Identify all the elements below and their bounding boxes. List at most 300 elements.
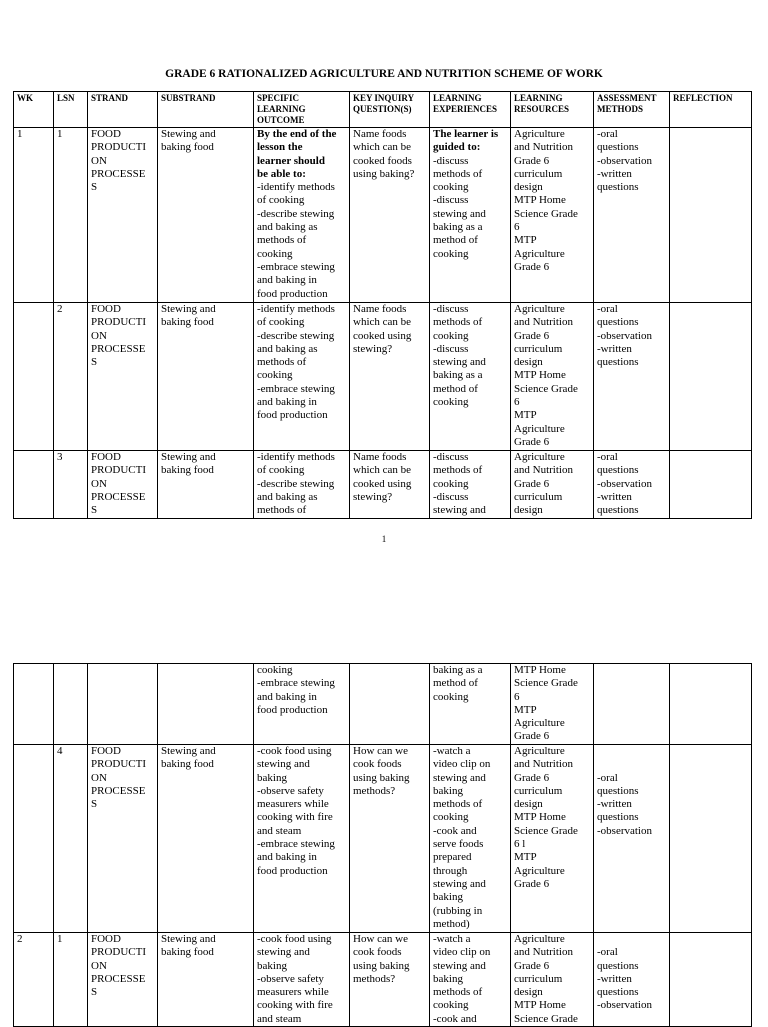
cell-wk: 1 <box>14 128 54 303</box>
cell-strand <box>88 664 158 745</box>
header-reflection: REFLECTION <box>670 92 752 128</box>
text-line: and Nutrition <box>514 758 573 771</box>
text-line: ON <box>91 477 107 490</box>
text-line: Name foods <box>353 451 407 463</box>
text-line: and Nutrition <box>514 946 573 959</box>
text-line: baking food <box>161 758 214 771</box>
text-line: MTP <box>514 851 537 864</box>
text-line: SPECIFIC <box>257 93 300 103</box>
cell-learning-outcome <box>254 933 350 1027</box>
text-line: -observation <box>597 824 652 837</box>
cell-learning-experiences <box>430 128 511 303</box>
text-line: S <box>91 504 98 517</box>
text-line: and baking as <box>257 342 318 355</box>
cell-substrand <box>158 451 254 519</box>
cell-assessment-methods <box>594 303 670 451</box>
header-strand: STRAND <box>88 92 158 128</box>
text-line: -cook and <box>433 824 477 837</box>
text-line: -oral <box>597 946 618 959</box>
text-line: methods of <box>257 504 307 517</box>
text-line: curriculum <box>514 972 563 985</box>
text-line: stewing and <box>433 207 486 220</box>
header-key-inquiry <box>350 92 430 128</box>
table-row <box>14 451 752 519</box>
text-line: questions <box>597 141 639 154</box>
cell-wk <box>14 451 54 519</box>
text-line: food production <box>257 409 328 422</box>
text-line: -watch a <box>433 745 471 757</box>
text-line: Grade 6 <box>514 477 550 490</box>
text-line: methods of <box>257 356 307 369</box>
text-line: -oral <box>597 451 618 463</box>
text-line: Science Grade <box>514 382 578 395</box>
text-line: ON <box>91 329 107 342</box>
cell-learning-outcome <box>254 664 350 745</box>
text-line: baking as a <box>433 664 483 676</box>
text-line: stewing and <box>433 877 486 890</box>
text-line: ON <box>91 771 107 784</box>
text-line: of cooking <box>257 464 305 477</box>
text-line: -observe safety <box>257 972 324 985</box>
cell-lsn: 4 <box>54 745 88 933</box>
text-line: cooking <box>257 247 293 260</box>
text-line: cooking <box>257 664 293 676</box>
outcome-text <box>257 451 346 517</box>
text-line: KEY INQUIRY <box>353 93 415 103</box>
text-line: cooking <box>433 477 469 490</box>
cell-reflection <box>670 933 752 1027</box>
text-line: food production <box>257 703 328 716</box>
text-line: -observation <box>597 329 652 342</box>
text-line: questions <box>597 959 639 972</box>
text-line: Agriculture <box>514 247 565 260</box>
text-line: MTP Home <box>514 369 566 382</box>
table-row <box>14 303 752 451</box>
cell-lsn: 2 <box>54 303 88 451</box>
text-line: questions <box>597 504 639 517</box>
scheme-of-work-table-page-2 <box>13 663 752 1027</box>
text-line: MTP Home <box>514 664 566 676</box>
text-line: -written <box>597 972 632 985</box>
text-line: PROCESSE <box>91 167 146 180</box>
cell-learning-resources <box>511 451 594 519</box>
text-line: curriculum <box>514 167 563 180</box>
text-line: serve foods <box>433 838 484 851</box>
text-line: -identify methods <box>257 451 335 463</box>
text-line: cooking <box>257 369 293 382</box>
text-line: ON <box>91 154 107 167</box>
text-line: guided to: <box>433 141 481 154</box>
text-line: stewing and <box>433 959 486 972</box>
text-line: cooking <box>433 999 469 1012</box>
document-title: GRADE 6 RATIONALIZED AGRICULTURE AND NUTRITION SCHEME OF WORK <box>165 68 603 80</box>
cell-reflection <box>670 303 752 451</box>
text-line: cook foods <box>353 946 402 959</box>
text-line: -discuss <box>433 154 469 167</box>
text-line: FOOD <box>91 303 121 315</box>
scheme-of-work-table-page-1 <box>13 91 752 519</box>
cell-strand <box>88 128 158 303</box>
table-row <box>14 664 752 745</box>
header-learning-experiences <box>430 92 511 128</box>
text-line: using baking? <box>353 167 415 180</box>
text-line: lesson the <box>257 141 303 154</box>
cell-substrand <box>158 745 254 933</box>
text-line: design <box>514 986 543 999</box>
text-line: MTP Home <box>514 811 566 824</box>
text-line: method) <box>433 917 470 930</box>
text-line: questions <box>597 316 639 329</box>
text-line: FOOD <box>91 745 121 757</box>
cell-wk <box>14 303 54 451</box>
text-line: curriculum <box>514 490 563 503</box>
text-line: -written <box>597 490 632 503</box>
outcome-list <box>257 181 346 301</box>
text-line: Science Grade <box>514 824 578 837</box>
text-line: Grade 6 <box>514 260 550 273</box>
text-line: Stewing and <box>161 745 216 757</box>
text-line: PRODUCTI <box>91 758 147 771</box>
text-line: cooking with fire <box>257 999 333 1012</box>
text-line: Agriculture <box>514 422 565 435</box>
text-line: -embrace stewing <box>257 260 335 273</box>
text-line: FOOD <box>91 451 121 463</box>
cell-wk: 2 <box>14 933 54 1027</box>
text-line <box>597 758 666 771</box>
text-line: baking <box>433 972 463 985</box>
cell-learning-experiences <box>430 303 511 451</box>
text-line: stewing and <box>433 356 486 369</box>
text-line: -watch a <box>433 933 471 945</box>
text-line: baking <box>257 959 287 972</box>
cell-learning-resources <box>511 745 594 933</box>
text-line: baking <box>257 771 287 784</box>
text-line: of cooking <box>257 316 305 329</box>
text-line: stewing and <box>433 504 486 517</box>
cell-lsn: 3 <box>54 451 88 519</box>
text-line: Science Grade <box>514 207 578 220</box>
text-line: measurers while <box>257 986 329 999</box>
text-line: How can we <box>353 745 408 757</box>
text-line: cooking <box>433 396 469 409</box>
text-line: MTP Home <box>514 194 566 207</box>
text-line: -cook and <box>433 1012 477 1025</box>
text-line: through <box>433 864 468 877</box>
text-line: methods of <box>257 234 307 247</box>
text-line: -written <box>597 342 632 355</box>
cell-reflection <box>670 745 752 933</box>
text-line: cooking <box>433 690 469 703</box>
cell-reflection <box>670 128 752 303</box>
text-line: cooking <box>433 181 469 194</box>
text-line: baking food <box>161 141 214 154</box>
strand-text <box>91 451 154 517</box>
assessment-text <box>597 451 666 517</box>
cell-wk <box>14 745 54 933</box>
text-line: Grade 6 <box>514 730 550 743</box>
text-line: questions <box>597 986 639 999</box>
cell-reflection <box>670 451 752 519</box>
text-line: 6 <box>514 396 520 409</box>
text-line: (rubbing in <box>433 904 483 917</box>
text-line: S <box>91 356 98 369</box>
table-row <box>14 745 752 933</box>
text-line: RESOURCES <box>514 104 570 114</box>
text-line: methods? <box>353 972 396 985</box>
text-line: PROCESSE <box>91 342 146 355</box>
cell-wk <box>14 664 54 745</box>
cell-learning-outcome <box>254 451 350 519</box>
resources-text <box>514 451 590 517</box>
cell-learning-experiences <box>430 664 511 745</box>
page-number: 1 <box>381 534 387 544</box>
text-line: -describe stewing <box>257 477 335 490</box>
cell-assessment-methods <box>594 664 670 745</box>
text-line: -discuss <box>433 194 469 207</box>
text-line: Stewing and <box>161 303 216 315</box>
text-line: 6 l <box>514 838 526 851</box>
text-line: Agriculture <box>514 933 565 945</box>
header-lsn: LSN <box>54 92 88 128</box>
text-line: cooking <box>433 329 469 342</box>
text-line: -embrace stewing <box>257 382 335 395</box>
text-line: methods of <box>433 798 483 811</box>
text-line: and baking in <box>257 274 317 287</box>
cell-key-inquiry <box>350 933 430 1027</box>
text-line: design <box>514 504 543 517</box>
cell-substrand <box>158 933 254 1027</box>
text-line: cooking <box>433 247 469 260</box>
text-line: PRODUCTI <box>91 316 147 329</box>
text-line: LEARNING <box>514 93 563 103</box>
text-line: be able to: <box>257 167 306 180</box>
cell-assessment-methods <box>594 745 670 933</box>
text-line: cooking <box>433 811 469 824</box>
cell-learning-resources <box>511 128 594 303</box>
text-line: and baking as <box>257 490 318 503</box>
cell-learning-outcome <box>254 745 350 933</box>
cell-lsn: 1 <box>54 933 88 1027</box>
text-line: FOOD <box>91 128 121 140</box>
cell-key-inquiry <box>350 303 430 451</box>
text-line: Agriculture <box>514 128 565 140</box>
cell-learning-experiences <box>430 933 511 1027</box>
text-line: questions <box>597 784 639 797</box>
text-line: prepared <box>433 851 472 864</box>
text-line: and Nutrition <box>514 316 573 329</box>
table-row <box>14 933 752 1027</box>
text-line: video clip on <box>433 758 491 771</box>
text-line: learner should <box>257 154 325 167</box>
text-line: food production <box>257 287 328 300</box>
cell-strand <box>88 303 158 451</box>
text-line: curriculum <box>514 342 563 355</box>
text-line: Grade 6 <box>514 771 550 784</box>
text-line: using baking <box>353 771 410 784</box>
text-line: -discuss <box>433 303 469 315</box>
text-line: and baking in <box>257 396 317 409</box>
text-line: stewing and <box>433 771 486 784</box>
cell-strand <box>88 451 158 519</box>
text-line: -describe stewing <box>257 329 335 342</box>
text-line: -embrace stewing <box>257 677 335 690</box>
cell-assessment-methods <box>594 933 670 1027</box>
text-line: and steam <box>257 1012 302 1025</box>
text-line: using baking <box>353 959 410 972</box>
cell-substrand <box>158 128 254 303</box>
text-line: OUTCOME <box>257 115 305 125</box>
text-line: method of <box>433 677 478 690</box>
cell-substrand <box>158 303 254 451</box>
text-line: EXPERIENCES <box>433 104 498 114</box>
text-line: baking food <box>161 946 214 959</box>
text-line: -discuss <box>433 451 469 463</box>
text-line: video clip on <box>433 946 491 959</box>
text-line: -oral <box>597 128 618 140</box>
text-line: PROCESSE <box>91 784 146 797</box>
experiences-list <box>433 155 507 261</box>
text-line: and baking in <box>257 690 317 703</box>
text-line: baking <box>433 891 463 904</box>
text-line: stewing? <box>353 342 393 355</box>
cell-strand <box>88 933 158 1027</box>
header-learning-outcome <box>254 92 350 128</box>
text-line: Agriculture <box>514 451 565 463</box>
cell-learning-resources <box>511 303 594 451</box>
text-line: 6 <box>514 690 520 703</box>
text-line: questions <box>597 181 639 194</box>
text-line: -identify methods <box>257 181 335 194</box>
text-line: Stewing and <box>161 128 216 140</box>
text-line: and baking as <box>257 221 318 234</box>
cell-learning-outcome <box>254 303 350 451</box>
text-line: Agriculture <box>514 745 565 757</box>
text-line: cooked using <box>353 329 412 342</box>
cell-learning-resources <box>511 664 594 745</box>
cell-key-inquiry <box>350 664 430 745</box>
text-line: -observe safety <box>257 784 324 797</box>
header-learning-resources <box>511 92 594 128</box>
text-line: METHODS <box>597 104 644 114</box>
text-line: How can we <box>353 933 408 945</box>
cell-substrand <box>158 664 254 745</box>
text-line: design <box>514 798 543 811</box>
text-line: stewing and <box>257 946 310 959</box>
cell-strand <box>88 745 158 933</box>
text-line: Grade 6 <box>514 435 550 448</box>
text-line: PROCESSE <box>91 972 146 985</box>
text-line: Stewing and <box>161 933 216 945</box>
text-line: PRODUCTI <box>91 946 147 959</box>
text-line: and Nutrition <box>514 464 573 477</box>
text-line: S <box>91 986 98 999</box>
text-line: 6 <box>514 221 520 234</box>
text-line: Grade 6 <box>514 329 550 342</box>
text-line: -cook food using <box>257 933 332 945</box>
cell-reflection <box>670 664 752 745</box>
text-line: Agriculture <box>514 864 565 877</box>
text-line: baking food <box>161 316 214 329</box>
text-line: -written <box>597 167 632 180</box>
text-line: MTP Home <box>514 999 566 1012</box>
text-line: food production <box>257 864 328 877</box>
text-line: stewing and <box>257 758 310 771</box>
cell-assessment-methods <box>594 451 670 519</box>
text-line: Name foods <box>353 303 407 315</box>
text-line: curriculum <box>514 784 563 797</box>
text-line: methods of <box>433 167 483 180</box>
text-line: -embrace stewing <box>257 838 335 851</box>
text-line: S <box>91 798 98 811</box>
text-line: MTP <box>514 409 537 422</box>
text-line: questions <box>597 464 639 477</box>
text-line: -oral <box>597 771 618 784</box>
text-line: Science Grade <box>514 1012 578 1025</box>
cell-key-inquiry <box>350 128 430 303</box>
text-line: questions <box>597 811 639 824</box>
text-line: cooked foods <box>353 154 412 167</box>
text-line: methods? <box>353 784 396 797</box>
text-line: MTP <box>514 234 537 247</box>
text-line: measurers while <box>257 798 329 811</box>
text-line: -observation <box>597 999 652 1012</box>
text-line: cook foods <box>353 758 402 771</box>
text-line: -discuss <box>433 490 469 503</box>
cell-lsn <box>54 664 88 745</box>
text-line: questions <box>597 356 639 369</box>
text-line: ON <box>91 959 107 972</box>
text-line: cooking with fire <box>257 811 333 824</box>
experiences-text <box>433 933 507 1023</box>
text-line: baking food <box>161 464 214 477</box>
text-line: -cook food using <box>257 745 332 757</box>
text-line: method of <box>433 234 478 247</box>
text-line: QUESTION(S) <box>353 104 412 114</box>
text-line: Name foods <box>353 128 407 140</box>
text-line: -oral <box>597 303 618 315</box>
text-line: Agriculture <box>514 717 565 730</box>
text-line: design <box>514 181 543 194</box>
header-assessment-methods <box>594 92 670 128</box>
table-header-row <box>14 92 752 128</box>
experiences-text <box>433 451 507 517</box>
text-line: LEARNING <box>257 104 306 114</box>
text-line: PRODUCTI <box>91 464 147 477</box>
text-line: FOOD <box>91 933 121 945</box>
resources-text <box>514 933 590 1023</box>
table-row <box>14 128 752 303</box>
text-line: of cooking <box>257 194 305 207</box>
text-line: which can be <box>353 316 412 329</box>
text-line: which can be <box>353 464 412 477</box>
text-line: ASSESSMENT <box>597 93 657 103</box>
text-line: cooked using <box>353 477 412 490</box>
text-line: PRODUCTI <box>91 141 147 154</box>
text-line: -written <box>597 798 632 811</box>
header-wk: WK <box>14 92 54 128</box>
text-line: Science Grade <box>514 677 578 690</box>
text-line: methods of <box>433 316 483 329</box>
text-line: By the end of the <box>257 128 337 140</box>
text-line: Grade 6 <box>514 154 550 167</box>
outcome-text <box>257 933 346 1023</box>
text-line: methods of <box>433 986 483 999</box>
text-line: methods of <box>433 464 483 477</box>
text-line: and Nutrition <box>514 141 573 154</box>
text-line: Grade 6 <box>514 959 550 972</box>
text-line: Grade 6 <box>514 877 550 890</box>
text-line: and steam <box>257 824 302 837</box>
